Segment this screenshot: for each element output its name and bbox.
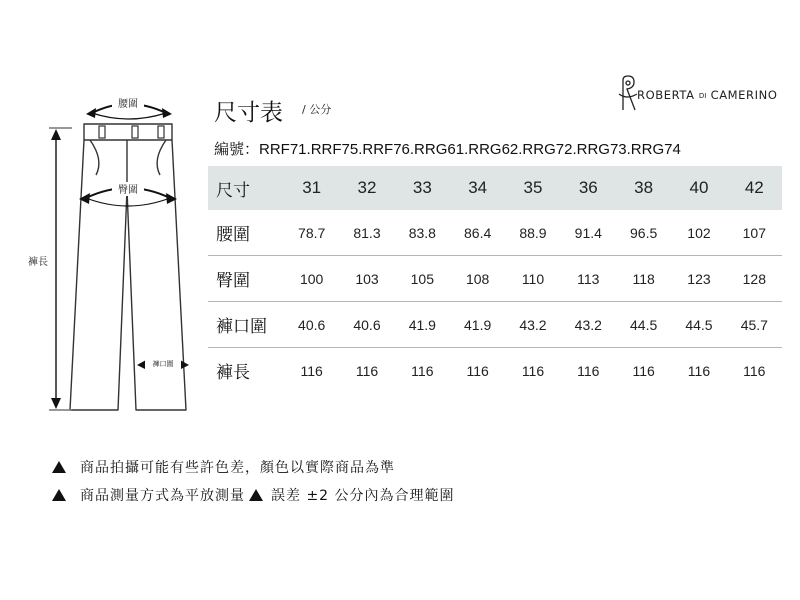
table-cell: 45.7 xyxy=(727,302,782,348)
table-cell: 43.2 xyxy=(505,302,560,348)
table-cell: 41.9 xyxy=(450,302,505,348)
triangle-bullet-icon xyxy=(52,489,66,501)
note-color-difference xyxy=(52,457,395,477)
model-label: 編號： xyxy=(214,140,260,158)
size-header-cell: 33 xyxy=(395,166,450,210)
table-cell: 116 xyxy=(687,362,711,379)
table-cell: 96.5 xyxy=(616,210,671,256)
size-header-cell: 34 xyxy=(450,166,505,210)
brand-tail: CAMERINO xyxy=(710,88,778,102)
unit-label: / 公分 xyxy=(302,103,332,116)
table-row xyxy=(208,210,782,256)
size-header-row xyxy=(208,166,782,210)
table-cell: 116 xyxy=(521,362,545,379)
size-header-cell: 36 xyxy=(561,166,616,210)
table-cell: 110 xyxy=(505,256,560,302)
size-header-cell: 31 xyxy=(284,166,339,210)
size-header-cell: 35 xyxy=(505,166,560,210)
table-cell: 40.6 xyxy=(284,302,339,348)
table-cell: 116 xyxy=(632,362,655,379)
table-cell: 128 xyxy=(727,256,782,302)
table-cell: 123 xyxy=(671,256,726,302)
table-row xyxy=(208,302,782,348)
model-codes: RRF71.RRF75.RRF76.RRG61.RRG62.RRG72.RRG73.RRG74 xyxy=(259,141,681,158)
brand-di: DI xyxy=(698,92,707,100)
brand-logo xyxy=(617,72,792,116)
hem-label: 褲口圍 xyxy=(152,360,174,368)
note-text: 商品測量方式為平放測量 xyxy=(80,488,245,504)
pants-outline xyxy=(70,140,186,410)
table-cell: 44.5 xyxy=(671,302,726,348)
table-cell: 40.6 xyxy=(339,302,394,348)
size-header-cell: 38 xyxy=(616,166,671,210)
table-cell: 118 xyxy=(616,256,671,302)
row-label: 褲口圍 xyxy=(208,302,284,348)
brand-name: ROBERTA xyxy=(637,88,695,102)
table-cell: 81.3 xyxy=(339,210,394,256)
triangle-bullet-icon xyxy=(249,489,263,501)
brand-emblem-icon xyxy=(617,74,639,114)
table-cell: 103 xyxy=(339,256,394,302)
note-measurement xyxy=(52,485,455,505)
table-cell: 116 xyxy=(411,362,434,379)
table-cell: 83.8 xyxy=(395,210,450,256)
table-cell: 86.4 xyxy=(450,210,505,256)
hip-label: 臀圍 xyxy=(118,185,138,196)
table-cell: 88.9 xyxy=(505,210,560,256)
triangle-bullet-icon xyxy=(52,461,66,473)
waist-label: 腰圍 xyxy=(118,99,138,110)
pants-diagram xyxy=(0,90,205,420)
table-cell: 108 xyxy=(450,256,505,302)
table-cell: 41.9 xyxy=(395,302,450,348)
table-cell: 91.4 xyxy=(561,210,616,256)
table-cell: 116 xyxy=(466,362,489,379)
table-cell: 100 xyxy=(284,256,339,302)
note-text: 商品拍攝可能有些許色差，顏色以實際商品為準 xyxy=(80,460,395,476)
row-label: 腰圍 xyxy=(208,210,284,256)
table-row xyxy=(208,348,782,394)
note-text: 誤差 ±2 公分內為合理範圍 xyxy=(271,488,455,504)
table-cell: 116 xyxy=(300,362,323,379)
table-cell: 113 xyxy=(561,256,616,302)
size-header-cell: 32 xyxy=(339,166,394,210)
table-row xyxy=(208,256,782,302)
size-header-label: 尺寸 xyxy=(208,166,284,210)
size-header-cell: 42 xyxy=(727,166,782,210)
table-cell: 44.5 xyxy=(616,302,671,348)
table-cell: 116 xyxy=(743,362,766,379)
table-cell: 43.2 xyxy=(561,302,616,348)
size-table xyxy=(208,166,782,393)
table-cell: 116 xyxy=(577,362,600,379)
page-title: 尺寸表 xyxy=(214,100,283,126)
length-label: 褲長 xyxy=(28,257,48,268)
row-label: 臀圍 xyxy=(208,256,284,302)
table-cell: 105 xyxy=(395,256,450,302)
table-cell: 107 xyxy=(727,210,782,256)
table-cell: 102 xyxy=(671,210,726,256)
table-cell: 116 xyxy=(355,362,379,379)
model-numbers xyxy=(214,138,681,159)
size-header-cell: 40 xyxy=(671,166,726,210)
table-cell: 78.7 xyxy=(284,210,339,256)
row-label: 褲長 xyxy=(216,363,250,383)
